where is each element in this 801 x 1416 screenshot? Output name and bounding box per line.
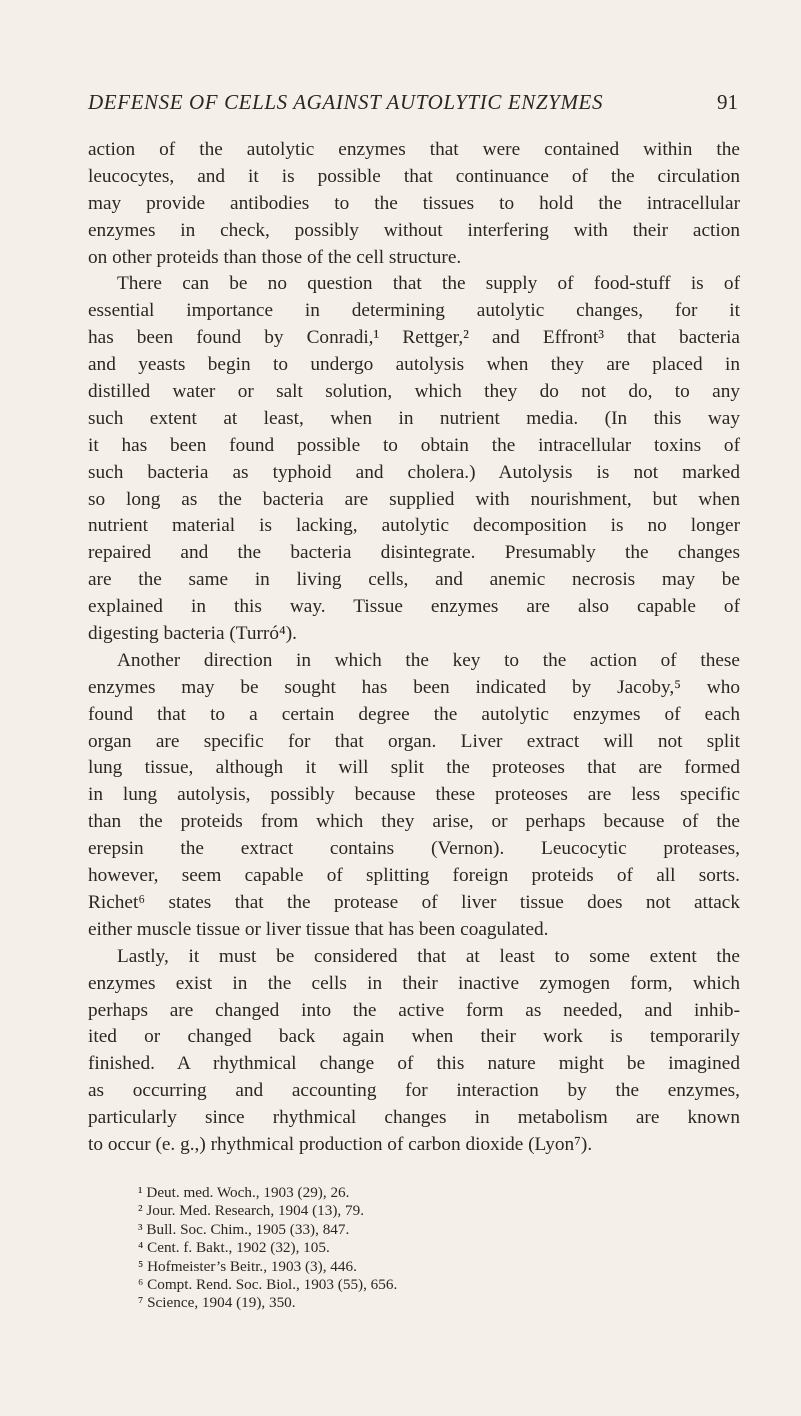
- text-line: found that to a certain degree the autolytic enzymes of each: [88, 703, 740, 725]
- text-line: are the same in living cells, and anemic necrosis may be: [88, 569, 740, 591]
- footnote: ² Jour. Med. Research, 1904 (13), 79.: [138, 1202, 364, 1220]
- text-line: nutrient material is lacking, autolytic decomposition is no longer: [88, 515, 740, 537]
- text-line: than the proteids from which they arise, or perhaps because of the: [88, 811, 740, 833]
- text-line: lung tissue, although it will split the proteoses that are formed: [88, 757, 740, 779]
- text-line: however, seem capable of splitting foreign proteids of all sorts.: [88, 865, 740, 887]
- text-line: There can be no question that the supply of food-stuff is of: [117, 273, 740, 295]
- text-line: has been found by Conradi,¹ Rettger,² and Effront³ that bacteria: [88, 327, 740, 349]
- text-line: so long as the bacteria are supplied with nourishment, but when: [88, 488, 740, 510]
- text-line: enzymes in check, possibly without interfering with their action: [88, 219, 740, 241]
- text-line: and yeasts begin to undergo autolysis when they are placed in: [88, 354, 740, 376]
- footnote: ⁴ Cent. f. Bakt., 1902 (32), 105.: [138, 1239, 330, 1257]
- text-line: Lastly, it must be considered that at least to some extent the: [117, 945, 740, 967]
- text-line: may provide antibodies to the tissues to hold the intracellular: [88, 192, 740, 214]
- text-line: distilled water or salt solution, which they do not do, to any: [88, 381, 740, 403]
- footnotes: [138, 1184, 738, 1313]
- text-line: Another direction in which the key to the action of these: [117, 649, 740, 671]
- text-line: explained in this way. Tissue enzymes are also capable of: [88, 596, 740, 618]
- text-line: digesting bacteria (Turró⁴).: [88, 623, 297, 645]
- running-title: DEFENSE OF CELLS AGAINST AUTOLYTIC ENZYMES: [88, 90, 604, 114]
- running-head: [88, 90, 738, 120]
- text-line: action of the autolytic enzymes that were contained within the: [88, 139, 740, 160]
- footnote: ⁶ Compt. Rend. Soc. Biol., 1903 (55), 656.: [138, 1276, 398, 1294]
- text-line: ited or changed back again when their work is temporarily: [88, 1026, 740, 1048]
- footnote: ¹ Deut. med. Woch., 1903 (29), 26.: [138, 1184, 350, 1201]
- text-line: in lung autolysis, possibly because these proteoses are less specific: [88, 784, 740, 806]
- text-line: it has been found possible to obtain the intracellular toxins of: [88, 434, 740, 456]
- text-line: perhaps are changed into the active form as needed, and inhib-: [88, 999, 740, 1021]
- text-line: such bacteria as typhoid and cholera.) Autolysis is not marked: [88, 461, 740, 483]
- text-line: essential importance in determining autolytic changes, for it: [88, 300, 740, 322]
- text-line: leucocytes, and it is possible that continuance of the circulation: [88, 165, 740, 187]
- footnote: ⁵ Hofmeister’s Beitr., 1903 (3), 446.: [138, 1257, 357, 1275]
- text-line: as occurring and accounting for interaction by the enzymes,: [88, 1080, 740, 1102]
- footnote: ³ Bull. Soc. Chim., 1905 (33), 847.: [138, 1220, 350, 1238]
- text-line: finished. A rhythmical change of this nature might be imagined: [88, 1053, 740, 1075]
- text-line: enzymes may be sought has been indicated by Jacoby,⁵ who: [88, 676, 740, 698]
- footnote: ⁷ Science, 1904 (19), 350.: [138, 1294, 296, 1312]
- text-line: such extent at least, when in nutrient media. (In this way: [88, 407, 740, 429]
- text-line: erepsin the extract contains (Vernon). Leucocytic proteases,: [88, 838, 740, 860]
- text-line: either muscle tissue or liver tissue that has been coagulated.: [88, 918, 549, 940]
- text-line: on other proteids than those of the cell structure.: [88, 246, 462, 268]
- page-number: 91: [717, 90, 738, 114]
- text-line: repaired and the bacteria disintegrate. Presumably the changes: [88, 542, 740, 564]
- body-text: [88, 137, 740, 1159]
- text-line: to occur (e. g.,) rhythmical production of carbon dioxide (Lyon⁷).: [88, 1133, 593, 1155]
- text-line: particularly since rhythmical changes in metabolism are known: [88, 1107, 740, 1129]
- text-line: Richet⁶ states that the protease of liver tissue does not attack: [88, 891, 740, 913]
- text-line: enzymes exist in the cells in their inactive zymogen form, which: [88, 972, 740, 994]
- text-line: organ are specific for that organ. Liver extract will not split: [88, 730, 740, 752]
